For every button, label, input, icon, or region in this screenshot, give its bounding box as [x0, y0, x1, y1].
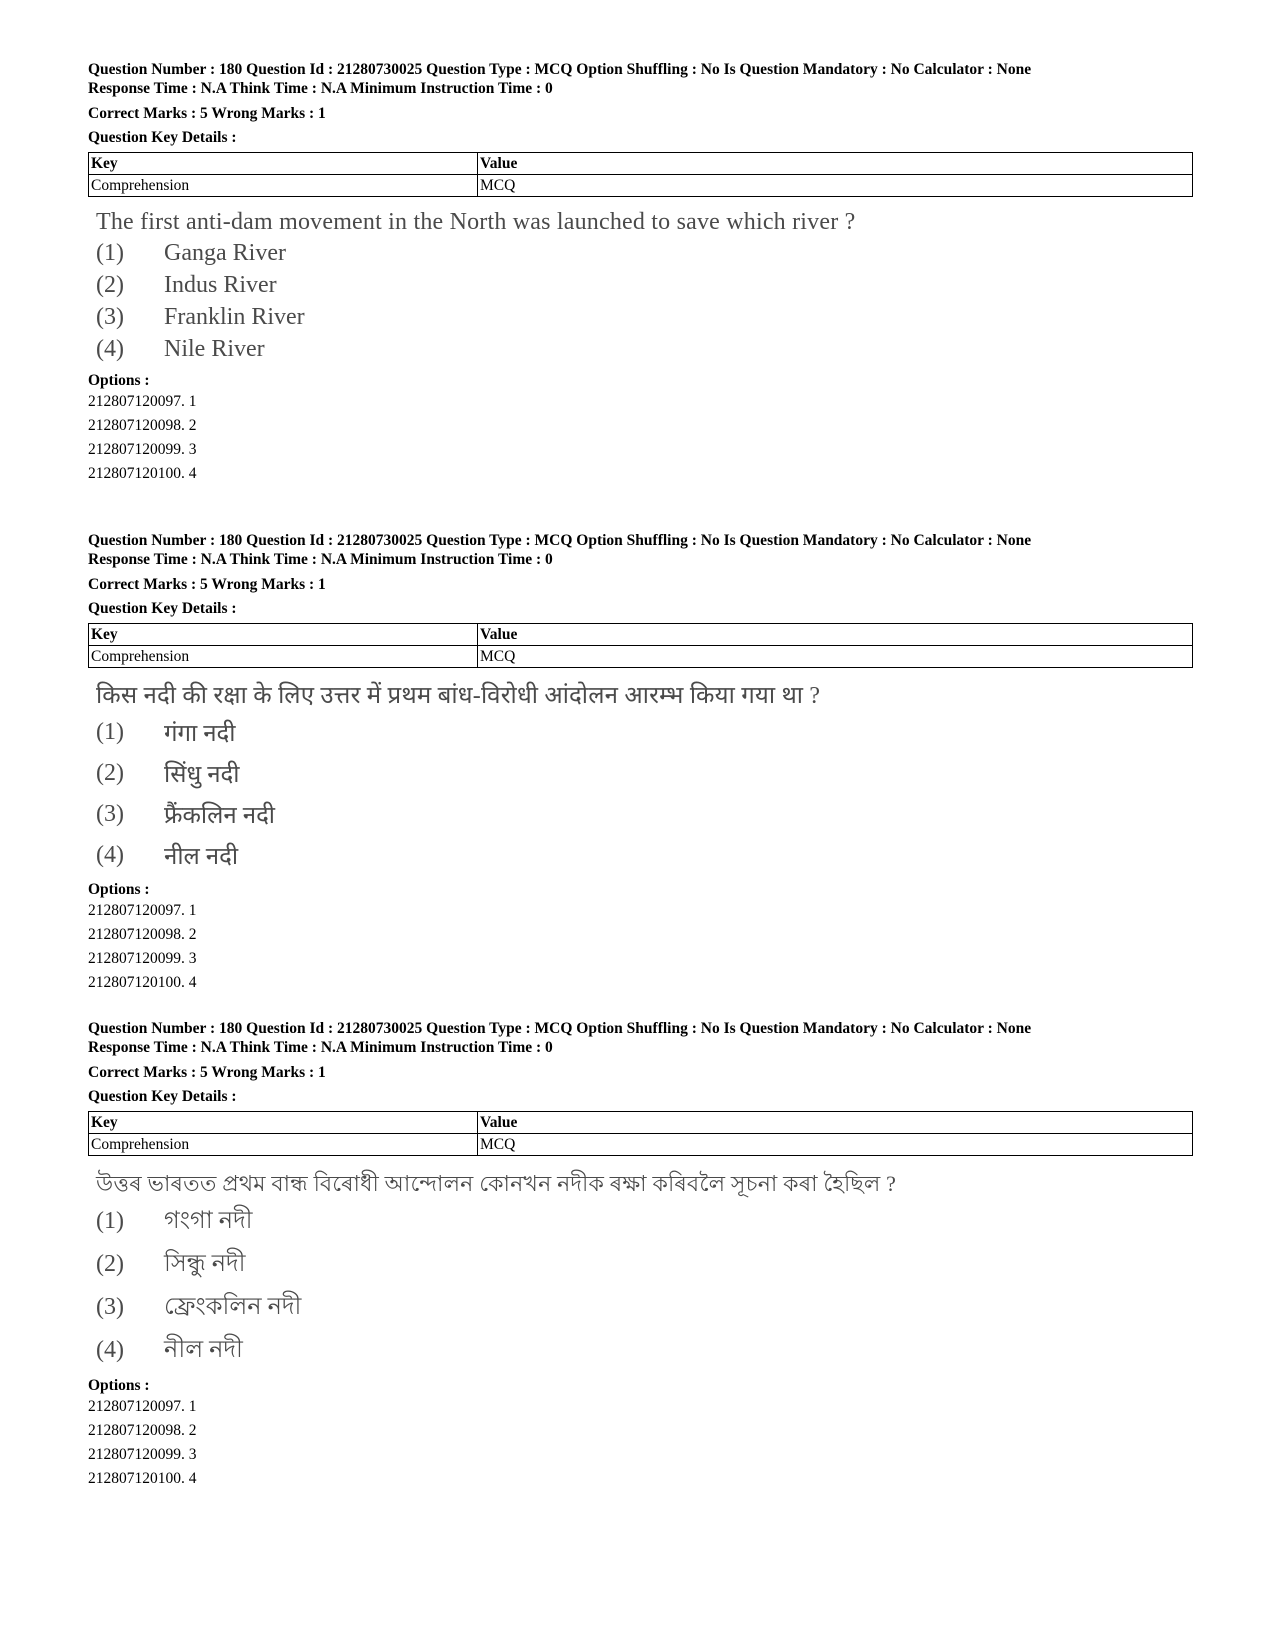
choice-item: [88, 753, 1193, 794]
options-label: Options :: [88, 372, 150, 389]
choice-text: গংগা নদী: [164, 1207, 253, 1234]
option-row: 212807120099. 3: [88, 1446, 197, 1463]
option-row: 212807120100. 4: [88, 974, 197, 991]
choice-text: नील नदी: [164, 844, 239, 870]
question-block-assamese: [88, 1019, 1193, 1491]
key-details-label: Question Key Details :: [88, 600, 237, 617]
choice-item: [88, 237, 1193, 269]
option-row: 212807120097. 1: [88, 393, 197, 410]
choice-number: (4): [96, 335, 124, 362]
question-timing-line: Response Time : N.A Think Time : N.A Minimum Instruction Time : 0: [88, 1039, 553, 1056]
table-cell-key: Comprehension: [89, 175, 478, 197]
choice-number: (1): [96, 1208, 124, 1234]
option-row: 212807120097. 1: [88, 902, 197, 919]
question-text: किस नदी की रक्षा के लिए उत्तर में प्रथम बांध-विरोधी आंदोलन आरम्भ किया गया था ?: [96, 683, 821, 709]
choice-number: (3): [96, 801, 124, 827]
options-label: Options :: [88, 881, 150, 898]
choice-item: [88, 1243, 1193, 1286]
choice-item: [88, 1200, 1193, 1243]
table-row: [89, 646, 1193, 668]
choice-item: [88, 269, 1193, 301]
choice-number: (2): [96, 271, 124, 298]
table-header-value: Value: [478, 1112, 1193, 1134]
key-details-table: [88, 1111, 1193, 1156]
choice-text: फ्रैंकलिन नदी: [164, 803, 276, 829]
table-cell-key: Comprehension: [89, 646, 478, 668]
question-image: [88, 207, 1193, 365]
table-cell-value: MCQ: [478, 646, 1193, 668]
question-text: উত্তৰ ভাৰতত প্ৰথম বান্ধ বিৰোধী আন্দোলন কোনখন নদীক ৰক্ষা কৰিবলৈ সূচনা কৰা হৈছিল ?: [96, 1171, 897, 1196]
choice-number: (1): [96, 239, 124, 266]
key-details-label: Question Key Details :: [88, 1088, 237, 1105]
choice-item: [88, 333, 1193, 365]
key-details-table: [88, 152, 1193, 197]
table-cell-key: Comprehension: [89, 1134, 478, 1156]
choice-item: [88, 835, 1193, 876]
choice-number: (4): [96, 1337, 124, 1363]
question-image: [88, 1168, 1193, 1372]
choice-text: Indus River: [164, 271, 277, 298]
marks-line: Correct Marks : 5 Wrong Marks : 1: [88, 105, 326, 122]
table-row: [89, 1134, 1193, 1156]
choice-text: ফ্ৰেংকলিন নদী: [164, 1293, 302, 1320]
option-row: 212807120098. 2: [88, 1422, 197, 1439]
question-timing-line: Response Time : N.A Think Time : N.A Minimum Instruction Time : 0: [88, 80, 553, 97]
marks-line: Correct Marks : 5 Wrong Marks : 1: [88, 1064, 326, 1081]
table-cell-value: MCQ: [478, 175, 1193, 197]
table-header-key: Key: [89, 153, 478, 175]
choice-item: [88, 1286, 1193, 1329]
table-row: [89, 175, 1193, 197]
choice-number: (1): [96, 719, 124, 745]
table-header-value: Value: [478, 153, 1193, 175]
option-row: 212807120097. 1: [88, 1398, 197, 1415]
choice-text: নীল নদী: [164, 1336, 243, 1363]
choice-text: सिंधु नदी: [164, 762, 240, 788]
choice-text: Franklin River: [164, 303, 305, 330]
choice-number: (4): [96, 842, 124, 868]
table-header-row: [89, 1112, 1193, 1134]
question-meta-line: Question Number : 180 Question Id : 21280730025 Question Type : MCQ Option Shuffling : No Is Question Mandatory : No Calculator : None: [88, 532, 1032, 549]
option-row: 212807120098. 2: [88, 417, 197, 434]
choice-text: সিন্ধু নদী: [164, 1250, 246, 1277]
question-block-hindi: [88, 531, 1193, 995]
table-cell-value: MCQ: [478, 1134, 1193, 1156]
option-row: 212807120100. 4: [88, 465, 197, 482]
table-header-value: Value: [478, 624, 1193, 646]
option-row: 212807120098. 2: [88, 926, 197, 943]
options-label: Options :: [88, 1377, 150, 1394]
choice-number: (3): [96, 303, 124, 330]
key-details-table: [88, 623, 1193, 668]
question-meta-line: Question Number : 180 Question Id : 21280730025 Question Type : MCQ Option Shuffling : No Is Question Mandatory : No Calculator : None: [88, 61, 1032, 78]
question-block-english: [88, 60, 1193, 486]
table-header-row: [89, 624, 1193, 646]
table-header-row: [89, 153, 1193, 175]
question-text: The first anti-dam movement in the North was launched to save which river ?: [96, 209, 856, 235]
choice-text: Nile River: [164, 335, 265, 362]
question-meta-line: Question Number : 180 Question Id : 21280730025 Question Type : MCQ Option Shuffling : No Is Question Mandatory : No Calculator : None: [88, 1020, 1032, 1037]
table-header-key: Key: [89, 1112, 478, 1134]
choice-text: Ganga River: [164, 239, 286, 266]
choice-item: [88, 712, 1193, 753]
question-image: [88, 680, 1193, 876]
table-header-key: Key: [89, 624, 478, 646]
choice-item: [88, 794, 1193, 835]
choice-item: [88, 301, 1193, 333]
option-row: 212807120099. 3: [88, 950, 197, 967]
choice-number: (2): [96, 1251, 124, 1277]
question-timing-line: Response Time : N.A Think Time : N.A Minimum Instruction Time : 0: [88, 551, 553, 568]
choice-number: (2): [96, 760, 124, 786]
option-row: 212807120100. 4: [88, 1470, 197, 1487]
option-row: 212807120099. 3: [88, 441, 197, 458]
key-details-label: Question Key Details :: [88, 129, 237, 146]
choice-number: (3): [96, 1294, 124, 1320]
marks-line: Correct Marks : 5 Wrong Marks : 1: [88, 576, 326, 593]
choice-text: गंगा नदी: [164, 721, 236, 747]
choice-item: [88, 1329, 1193, 1372]
